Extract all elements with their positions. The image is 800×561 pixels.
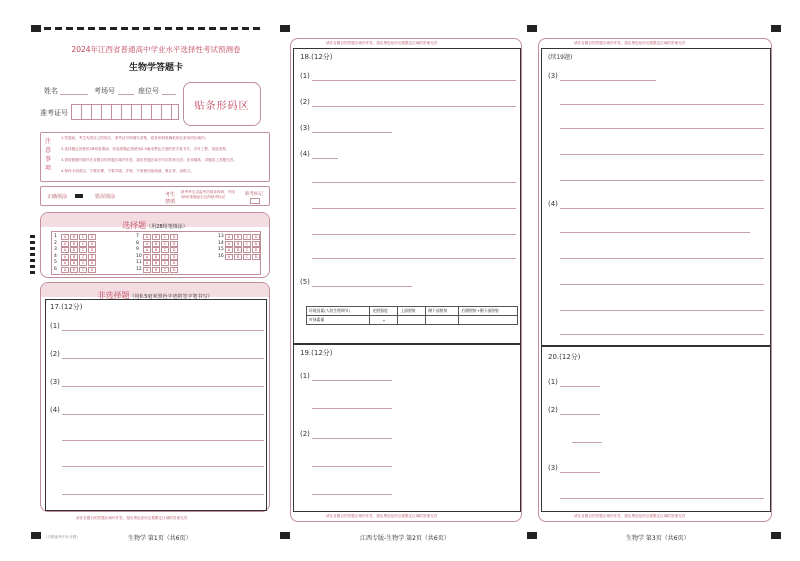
table-cell[interactable]	[398, 316, 426, 325]
q18-part: (2)	[300, 98, 310, 106]
option-bubble[interactable]: C	[79, 234, 87, 240]
answer-line[interactable]	[312, 286, 412, 287]
option-bubble[interactable]: D	[88, 247, 96, 253]
notice-line: 1.答题前，考生先将自己的姓名、准考证号码填写清楚，将条形码准确粘贴在条形码区域内。	[61, 136, 209, 140]
answer-line[interactable]	[560, 386, 600, 387]
alignment-mark	[771, 25, 781, 32]
table-header: 侧下部照射	[426, 307, 459, 316]
question-number: 14	[218, 240, 224, 246]
absent-label: 考生禁填	[165, 192, 176, 205]
seat-label: 座位号	[138, 87, 159, 95]
answer-line[interactable]	[560, 414, 600, 415]
option-bubble[interactable]: D	[170, 260, 178, 266]
question-number: 9	[136, 247, 139, 252]
table-header: 环境因素(人的生理调节)	[307, 307, 370, 316]
option-bubble[interactable]: B	[234, 254, 242, 260]
answer-line[interactable]	[312, 258, 516, 259]
answer-line[interactable]	[312, 158, 338, 159]
question-number: 5	[54, 260, 57, 265]
option-bubble[interactable]: C	[79, 241, 87, 247]
option-bubble[interactable]: C	[243, 241, 251, 247]
answer-line[interactable]	[560, 128, 764, 129]
table-cell: 叶绿素量	[307, 316, 370, 325]
nonchoice-note: （用0.5毫米黑色字迹的签字笔书写）	[129, 294, 213, 300]
fill-wrong-label: 错误填涂	[95, 194, 116, 200]
notice-label: 注意事项	[45, 138, 52, 172]
fill-example-box	[40, 186, 270, 206]
question-number: 4	[54, 253, 57, 259]
question-number: 13	[218, 234, 224, 239]
q19-part: (2)	[300, 430, 310, 438]
option-bubble[interactable]: C	[79, 260, 87, 266]
question-number: 7	[136, 234, 139, 239]
question-number: 1	[54, 234, 57, 239]
option-bubble[interactable]: D	[170, 241, 178, 247]
page1-footer: 生物学 第1页（共6页）	[128, 535, 192, 542]
option-bubble[interactable]: C	[161, 247, 169, 253]
alignment-mark	[527, 532, 537, 539]
option-bubble[interactable]: A	[225, 254, 233, 260]
footer-left: （只做参考不计分数）	[44, 535, 80, 539]
q18-box[interactable]	[293, 48, 521, 344]
q18-part: (4)	[300, 150, 310, 158]
nonchoice-header	[41, 283, 269, 300]
option-bubble[interactable]: D	[252, 234, 260, 240]
warning-text: 请在各题目的答题区域内作答，超出黑色矩形边框限定区域的答案无效	[326, 41, 438, 45]
option-bubble[interactable]: D	[170, 267, 178, 273]
option-bubble[interactable]: B	[152, 241, 160, 247]
answer-line[interactable]	[312, 208, 516, 209]
option-bubble[interactable]: B	[234, 241, 242, 247]
barcode-area	[183, 82, 261, 126]
dashed-border	[44, 27, 264, 30]
question-number: 11	[136, 260, 142, 265]
option-bubble[interactable]: B	[70, 247, 78, 253]
option-bubble[interactable]: C	[79, 247, 87, 253]
q18-part: (5)	[300, 278, 310, 286]
absent-mark-box[interactable]	[250, 198, 260, 204]
notice-line: 2.选择题必须使用2B铅笔填涂；非选择题必须使用0.5毫米黑色字迹的签字笔书写，字体工整、笔迹清楚。	[61, 147, 230, 151]
answer-line[interactable]	[312, 438, 392, 439]
q19-box[interactable]	[293, 344, 521, 512]
option-bubble[interactable]: C	[161, 254, 169, 260]
table-header: 上部照射	[398, 307, 426, 316]
option-bubble[interactable]: B	[234, 234, 242, 240]
exam-room-label: 考场号	[94, 87, 115, 95]
table-cell: +	[370, 316, 398, 325]
warning-text: 请在各题目的答题区域内作答，超出黑色矩形边框限定区域的答案无效	[574, 514, 686, 518]
answer-line[interactable]	[62, 494, 264, 495]
q18-title: 18.(12分)	[300, 53, 333, 61]
fill-correct-example	[75, 194, 83, 198]
name-field[interactable]	[60, 94, 88, 95]
option-bubble[interactable]: A	[225, 241, 233, 247]
q19-cont-box[interactable]	[541, 48, 771, 346]
answer-line[interactable]	[62, 386, 264, 387]
option-bubble[interactable]: D	[252, 247, 260, 253]
table-header: 光照强度	[370, 307, 398, 316]
option-bubble[interactable]: C	[161, 267, 169, 273]
option-bubble[interactable]: A	[61, 247, 69, 253]
q17-part: (2)	[50, 350, 60, 358]
answer-line[interactable]	[312, 466, 392, 467]
sheet-subtitle: 生物学答题卡	[128, 63, 183, 73]
answer-line[interactable]	[560, 232, 750, 233]
warning-text: 请在各题目的答题区域内作答，超出黑色矩形边框限定区域的答案无效	[574, 41, 686, 45]
q20-part: (1)	[548, 378, 558, 386]
option-bubble[interactable]: D	[170, 254, 178, 260]
table-cell[interactable]	[459, 316, 518, 325]
answer-line[interactable]	[62, 330, 264, 331]
choice-header	[41, 213, 269, 230]
page2-footer: 江西专版-生物学 第2页（共6页）	[360, 535, 450, 542]
option-bubble[interactable]: D	[88, 260, 96, 266]
option-bubble[interactable]: C	[161, 260, 169, 266]
question-number: 12	[136, 266, 142, 272]
answer-line[interactable]	[560, 208, 764, 209]
answer-line[interactable]	[62, 440, 264, 441]
q17-title: 17.(12分)	[50, 303, 83, 311]
answer-line[interactable]	[560, 258, 764, 259]
option-bubble[interactable]: A	[143, 254, 151, 260]
question-number: 6	[54, 266, 57, 272]
question-number: 10	[136, 253, 142, 259]
question-number: 3	[54, 247, 57, 252]
answer-line[interactable]	[312, 80, 516, 81]
seat-field[interactable]	[162, 94, 176, 95]
notice-line: 3.请按照题号顺序在各题目的答题区域内作答，超出答题区域书写的答案无效；在草稿纸、试题卷上答题无效。	[61, 158, 237, 162]
option-bubble[interactable]: D	[170, 247, 178, 253]
option-bubble[interactable]: A	[143, 241, 151, 247]
answer-line[interactable]	[560, 80, 656, 81]
ticket-label: 准考证号	[40, 109, 68, 117]
option-bubble[interactable]: A	[225, 247, 233, 253]
sheet-title: 2024年江西省普通高中学业水平选择性考试预测卷	[71, 45, 241, 54]
option-bubble[interactable]: B	[70, 234, 78, 240]
ticket-boxes[interactable]	[71, 104, 179, 120]
q19-cont-title: (续19题)	[548, 54, 573, 61]
absent-mark-label: 缺考标记	[245, 192, 263, 197]
page3-footer: 生物学 第3页（共6页）	[626, 535, 690, 542]
warning-text: 请在各题目的答题区域内作答，超出黑色矩形边框限定区域的答案无效	[326, 514, 438, 518]
answer-line[interactable]	[560, 472, 600, 473]
question-number: 15	[218, 247, 224, 252]
option-bubble[interactable]: A	[61, 260, 69, 266]
answer-line[interactable]	[560, 104, 764, 105]
warning-text: 请在各题目的答题区域内作答，超出黑色矩形边框限定区域的答案无效	[76, 516, 188, 520]
q18-table	[306, 306, 518, 325]
q17-part: (3)	[50, 378, 60, 386]
alignment-mark	[771, 532, 781, 539]
question-number: 2	[54, 240, 57, 246]
option-bubble[interactable]: A	[61, 241, 69, 247]
option-bubble[interactable]: C	[161, 234, 169, 240]
alignment-mark	[31, 532, 41, 539]
q19-part: (3)	[548, 72, 558, 80]
option-bubble[interactable]: B	[70, 267, 78, 273]
answer-line[interactable]	[312, 182, 516, 183]
name-label: 姓名	[44, 87, 58, 95]
q17-part: (4)	[50, 406, 60, 414]
answer-line[interactable]	[62, 414, 264, 415]
question-number: 8	[136, 240, 139, 246]
nonchoice-title: 非选择题	[97, 291, 130, 300]
answer-line[interactable]	[560, 334, 764, 335]
option-bubble[interactable]: A	[143, 260, 151, 266]
option-bubble[interactable]: B	[152, 260, 160, 266]
table-cell[interactable]	[426, 316, 459, 325]
option-bubble[interactable]: B	[152, 254, 160, 260]
answer-line[interactable]	[560, 498, 764, 499]
absent-text: 缺考考生由监考员贴条形码，并用2B铅笔填涂右边的缺考标记	[181, 190, 235, 199]
question-number: 16	[218, 253, 224, 259]
nonchoice-section	[40, 282, 270, 512]
notice-box	[40, 132, 270, 182]
option-bubble[interactable]: C	[79, 267, 87, 273]
option-bubble[interactable]: A	[61, 234, 69, 240]
answer-line[interactable]	[560, 284, 764, 285]
choice-side-marks	[30, 235, 35, 275]
option-bubble[interactable]: C	[79, 254, 87, 260]
exam-room-field[interactable]	[118, 94, 134, 95]
alignment-mark	[280, 25, 290, 32]
option-bubble[interactable]: D	[88, 241, 96, 247]
q19-part: (4)	[548, 200, 558, 208]
option-bubble[interactable]: C	[161, 241, 169, 247]
q18-part: (3)	[300, 124, 310, 132]
answer-line[interactable]	[312, 380, 392, 381]
choice-title: 选择题	[122, 221, 147, 230]
answer-line[interactable]	[312, 106, 516, 107]
option-bubble[interactable]: B	[70, 241, 78, 247]
answer-line[interactable]	[560, 180, 764, 181]
option-bubble[interactable]: B	[70, 254, 78, 260]
option-bubble[interactable]: C	[243, 254, 251, 260]
barcode-label: 贴条形码区	[194, 101, 250, 112]
answer-line[interactable]	[312, 132, 392, 133]
option-bubble[interactable]: D	[170, 234, 178, 240]
alignment-mark	[280, 532, 290, 539]
option-bubble[interactable]: D	[88, 254, 96, 260]
option-bubble[interactable]: C	[243, 234, 251, 240]
q19-part: (1)	[300, 372, 310, 380]
option-bubble[interactable]: D	[88, 267, 96, 273]
q17-part: (1)	[50, 322, 60, 330]
option-bubble[interactable]: B	[152, 234, 160, 240]
fill-correct-label: 正确填涂	[47, 194, 68, 200]
answer-line[interactable]	[312, 234, 516, 235]
option-bubble[interactable]: B	[234, 247, 242, 253]
option-bubble[interactable]: D	[252, 241, 260, 247]
option-bubble[interactable]: A	[225, 234, 233, 240]
q20-title: 20.(12分)	[548, 353, 581, 361]
option-bubble[interactable]: B	[70, 260, 78, 266]
notice-line: 4.保持卡面清洁，不要折叠，不要弄破、弄皱，不准使用涂改液、修正带、刮纸刀。	[61, 169, 194, 173]
option-bubble[interactable]: D	[252, 254, 260, 260]
option-bubble[interactable]: A	[61, 254, 69, 260]
option-bubble[interactable]: A	[143, 247, 151, 253]
table-header: 后侧照射+侧下部照射	[459, 307, 518, 316]
answer-line[interactable]	[62, 358, 264, 359]
q20-part: (3)	[548, 464, 558, 472]
answer-line[interactable]	[560, 154, 764, 155]
option-bubble[interactable]: A	[143, 267, 151, 273]
option-bubble[interactable]: D	[88, 234, 96, 240]
answer-line[interactable]	[560, 310, 764, 311]
option-bubble[interactable]: B	[152, 247, 160, 253]
q19-title: 19.(12分)	[300, 349, 333, 357]
alignment-mark	[31, 25, 41, 32]
answer-line[interactable]	[312, 408, 392, 409]
q20-part: (2)	[548, 406, 558, 414]
option-bubble[interactable]: B	[152, 267, 160, 273]
alignment-mark	[527, 25, 537, 32]
option-bubble[interactable]: A	[143, 234, 151, 240]
choice-note: （用2B铅笔填涂）	[146, 224, 188, 230]
answer-line[interactable]	[312, 494, 392, 495]
q20-box[interactable]	[541, 346, 771, 512]
option-bubble[interactable]: A	[61, 267, 69, 273]
answer-line[interactable]	[62, 466, 264, 467]
answer-line[interactable]	[572, 442, 602, 443]
option-bubble[interactable]: C	[243, 247, 251, 253]
q18-part: (1)	[300, 72, 310, 80]
